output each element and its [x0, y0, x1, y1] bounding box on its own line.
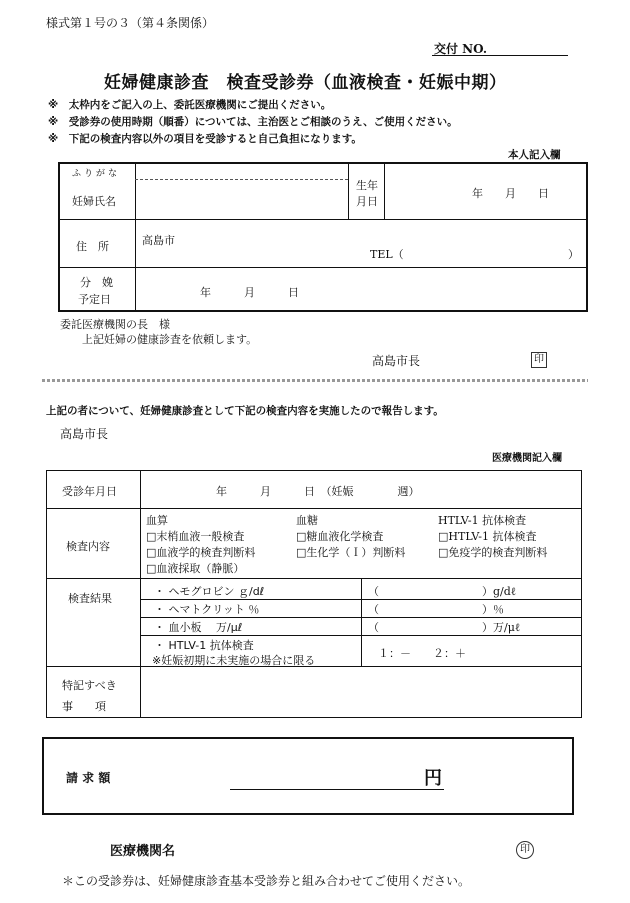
- name-label: 妊婦氏名: [72, 195, 116, 208]
- footer-note: ＊この受診券は、妊婦健康診査基本受診券と組み合わせてご使用ください。: [62, 874, 471, 888]
- note-2: ※ 受診券の使用時期（順番）については、主治医とご相談のうえ、ご使用ください。: [48, 116, 458, 128]
- result-hemoglobin: ・ ヘモグロビン ｇ/dℓ: [154, 585, 265, 598]
- form-number: 様式第１号の３（第４条関係）: [46, 16, 215, 30]
- special-notes-label: 特記すべき: [62, 679, 117, 692]
- request-text: 上記妊婦の健康診査を依頼します。: [82, 333, 258, 346]
- report-text: 上記の者について、妊婦健康診査として下記の検査内容を実施したので報告します。: [46, 405, 444, 417]
- exam-content-label: 検査内容: [66, 540, 110, 553]
- result-platelet: ・ 血小板 万/μℓ: [154, 621, 243, 634]
- result-hematocrit: ・ ヘマトクリット ％: [154, 603, 260, 616]
- report-mayor: 高島市長: [60, 427, 109, 441]
- tel-close: ）: [568, 248, 579, 261]
- address-city[interactable]: 高島市: [142, 234, 175, 247]
- clinic-entry-label: 医療機関記入欄: [492, 453, 562, 464]
- due-label: 分 娩: [80, 276, 113, 289]
- self-entry-label: 本人記入欄: [508, 149, 561, 161]
- glucose-item-2[interactable]: □生化学（Ｉ）判断料: [296, 546, 406, 559]
- due-label-2: 予定日: [78, 293, 111, 306]
- due-date-field[interactable]: 年 月 日: [200, 286, 299, 299]
- special-notes-field[interactable]: [145, 670, 577, 714]
- tel-label[interactable]: TEL（: [370, 248, 404, 261]
- exam-date-field[interactable]: 年 月 日 （妊娠 週）: [216, 485, 420, 498]
- result-hemoglobin-unit: ）g/dℓ: [482, 585, 517, 598]
- result-htlv-options[interactable]: １：－ ２：＋: [378, 647, 466, 660]
- result-platelet-open[interactable]: （: [368, 621, 379, 634]
- cbc-item-3[interactable]: □血液採取（静脈）: [146, 562, 245, 575]
- yen-label: 円: [424, 768, 442, 789]
- result-htlv-note: ※妊娠初期に未実施の場合に限る: [152, 654, 316, 667]
- result-hematocrit-unit: ）％: [482, 603, 504, 616]
- billing-underline: [230, 789, 444, 790]
- birth-label-2: 月日: [356, 195, 378, 208]
- glucose-heading: 血糖: [296, 514, 318, 527]
- glucose-item-1[interactable]: □糖血液化学検査: [296, 530, 384, 543]
- note-1: ※ 太枠内をご記入の上、委託医療機関にご提出ください。: [48, 99, 332, 111]
- htlv-heading: HTLV-1 抗体検査: [438, 514, 527, 527]
- page-title: 妊婦健康診査 検査受診券（血液検査・妊娠中期）: [104, 73, 507, 93]
- divider: [42, 379, 588, 382]
- result-htlv: ・ HTLV-1 抗体検査: [154, 639, 254, 652]
- clinic-name-label: 医療機関名: [110, 844, 176, 859]
- billing-label: 請 求 額: [66, 771, 111, 785]
- cbc-item-2[interactable]: □血液学的検査判断料: [146, 546, 256, 559]
- address-label: 住 所: [76, 240, 109, 253]
- special-notes-label-2: 事 項: [62, 700, 106, 713]
- cbc-item-1[interactable]: □末梢血液一般検査: [146, 530, 245, 543]
- note-3: ※ 下記の検査内容以外の項目を受診すると自己負担になります。: [48, 133, 362, 145]
- exam-date-label: 受診年月日: [62, 485, 117, 498]
- issue-no-label: 交付 NO.: [434, 42, 488, 56]
- birth-date-field[interactable]: 年 月 日: [472, 187, 549, 200]
- billing-amount-field[interactable]: [234, 764, 420, 786]
- exam-result-label: 検査結果: [68, 592, 112, 605]
- to-clinic-label: 委託医療機関の長 様: [60, 318, 170, 331]
- htlv-item-1[interactable]: □HTLV-1 抗体検査: [438, 530, 537, 543]
- result-hematocrit-open[interactable]: （: [368, 603, 379, 616]
- issue-no-underline: [432, 55, 568, 56]
- result-platelet-unit: ）万/μℓ: [482, 621, 521, 634]
- clinic-seal-icon: 印: [516, 841, 534, 859]
- htlv-item-2[interactable]: □免疫学的検査判断料: [438, 546, 548, 559]
- furigana-label: ふりがな: [72, 169, 121, 179]
- result-hemoglobin-open[interactable]: （: [368, 585, 379, 598]
- birth-label: 生年: [356, 179, 378, 192]
- cbc-heading: 血算: [146, 514, 168, 527]
- seal-icon: 印: [531, 352, 547, 368]
- mayor-name: 高島市長: [372, 354, 421, 368]
- name-field[interactable]: [140, 182, 344, 215]
